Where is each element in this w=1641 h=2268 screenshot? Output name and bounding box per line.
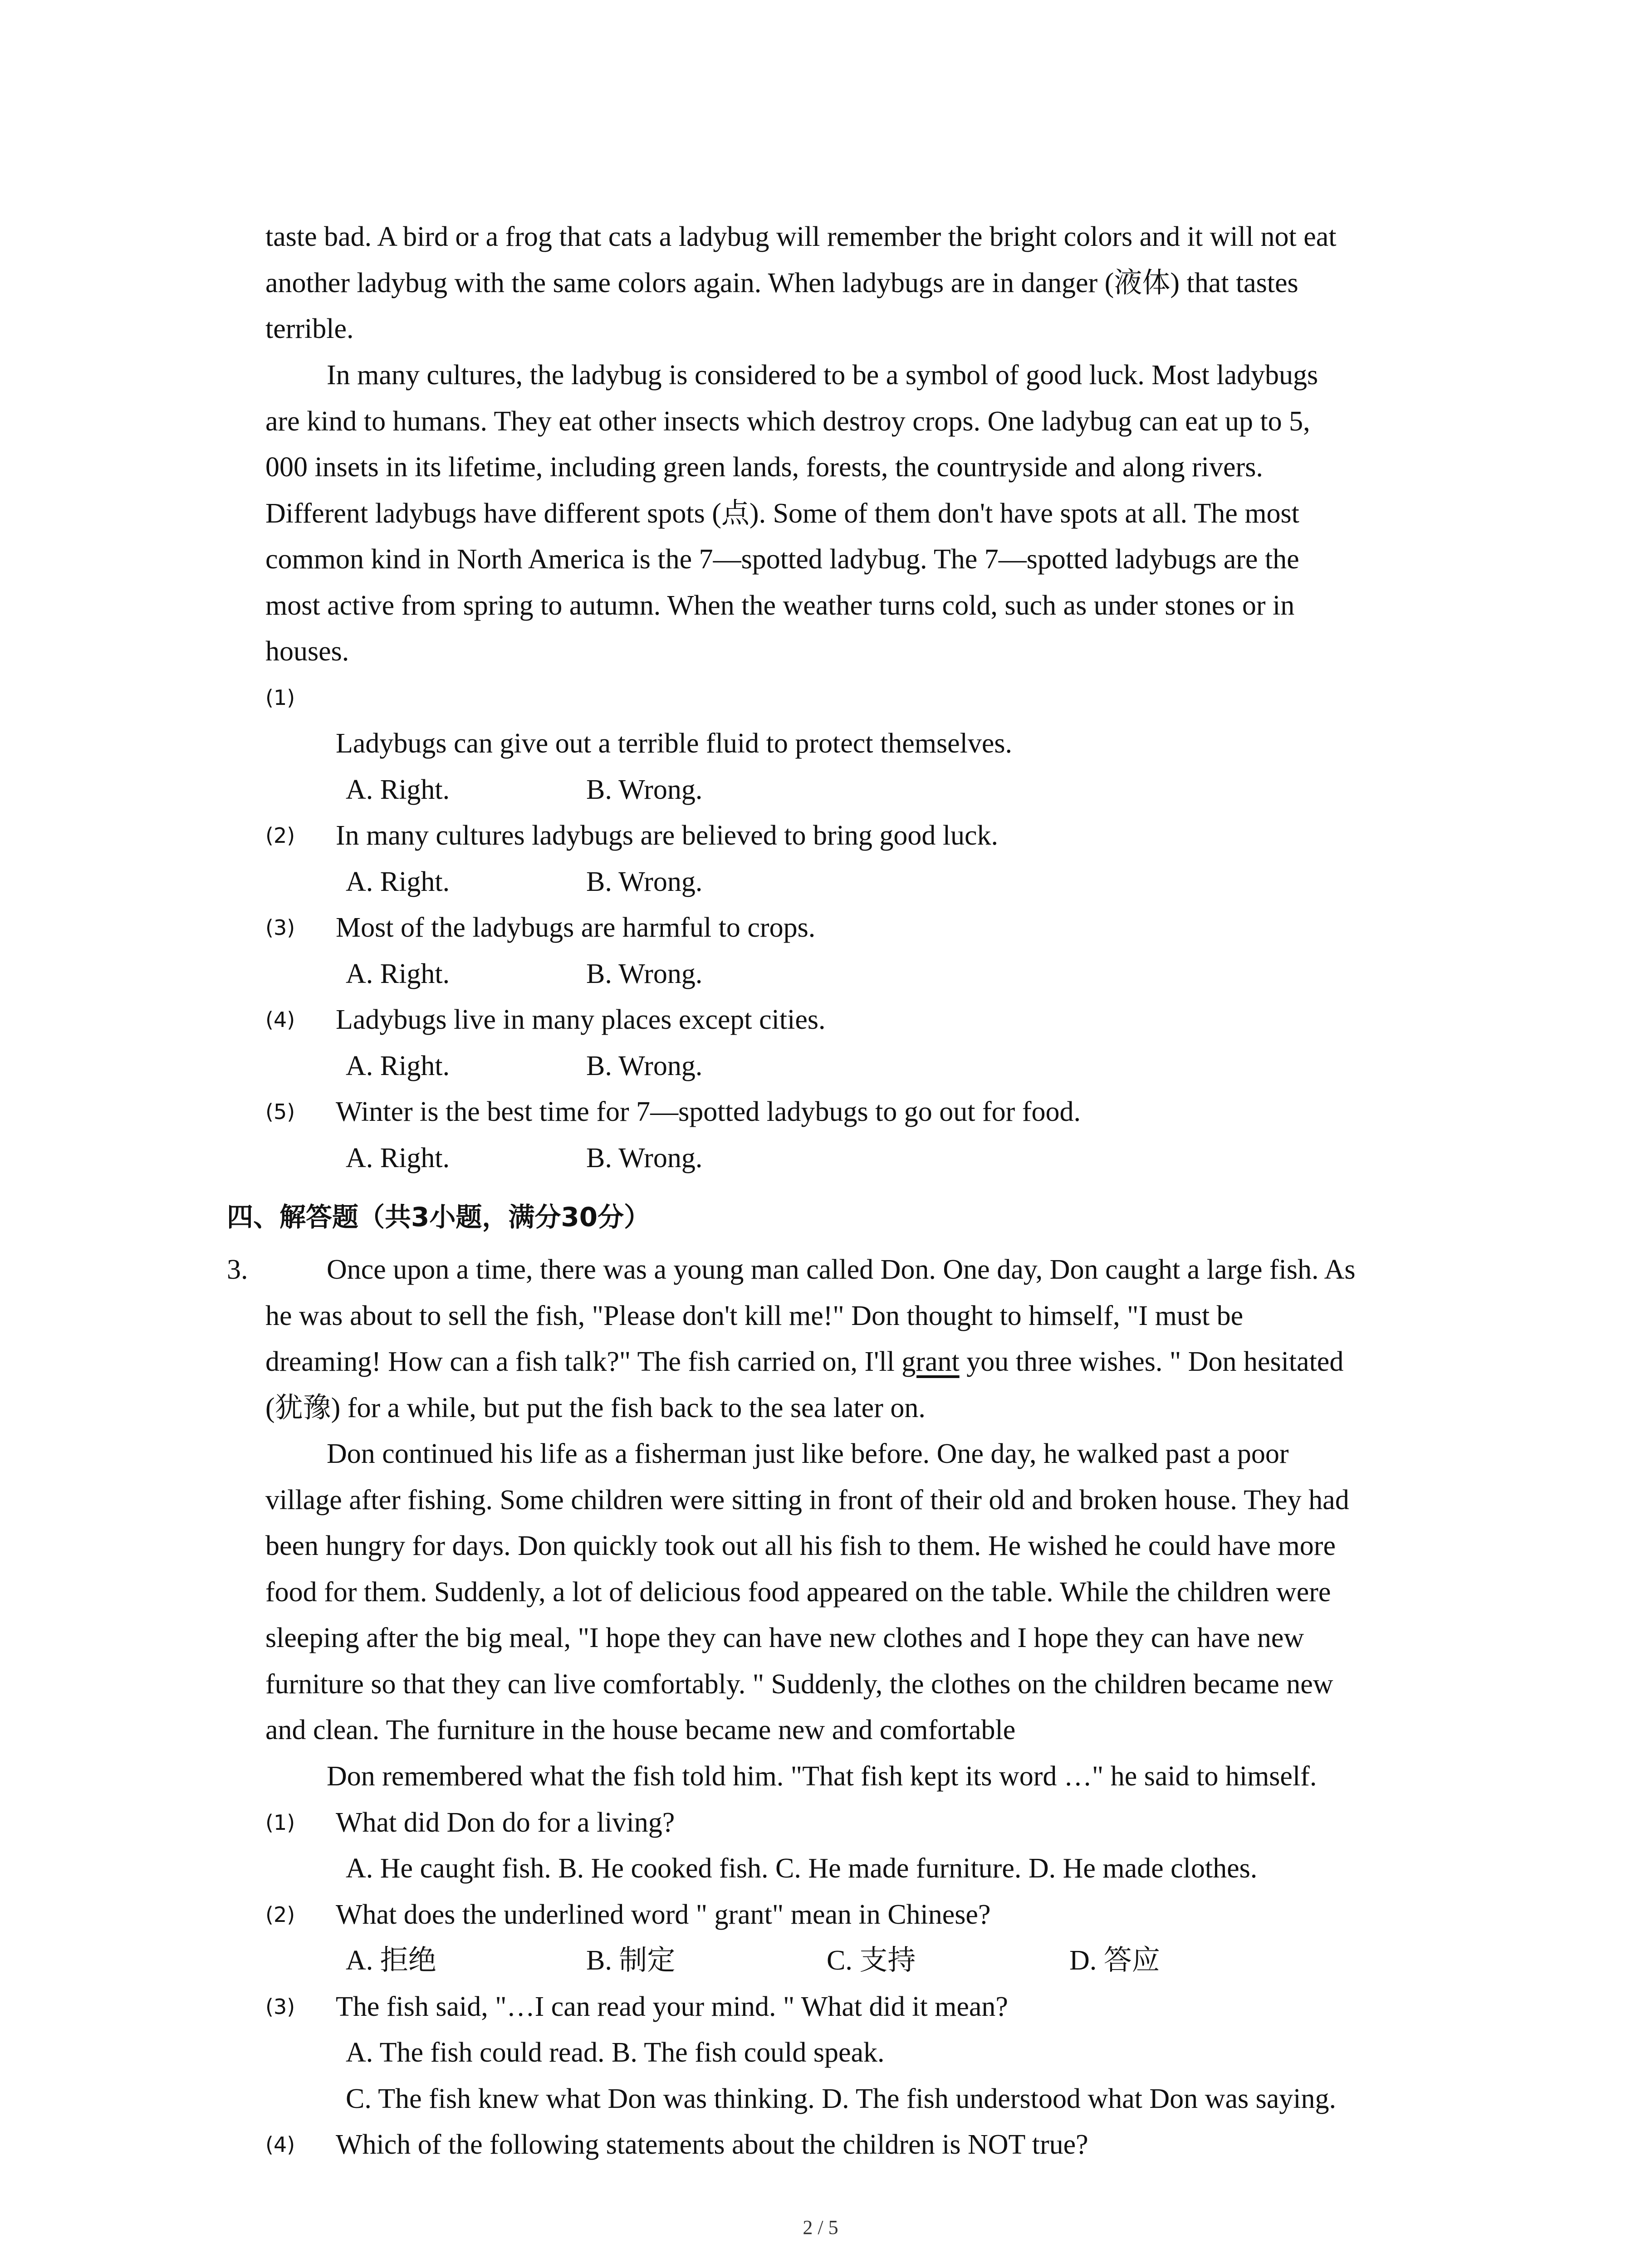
text-line: 000 insets in its lifetime, including green lands, forests, the countryside and along rivers. — [265, 452, 1263, 483]
text-line: village after fishing. Some children were sitting in front of their old and broken house. They had — [265, 1484, 1349, 1515]
passage3-paragraph-2 — [265, 1431, 1468, 1754]
text-line: taste bad. A bird or a frog that cats a ladybug will remember the bright colors and it will not eat — [265, 221, 1337, 252]
text-line — [265, 1339, 1468, 1385]
text-line: sleeping after the big meal, "I hope they can have new clothes and I hope they can have new — [265, 1623, 1304, 1653]
question-text: What does the underlined word " grant" mean in Chinese? — [336, 1899, 991, 1930]
question-number: (3) — [265, 915, 295, 940]
question-number: (1) — [265, 685, 295, 710]
text-line: Different ladybugs have different spots (点). Some of them don't have spots at all. The most — [265, 498, 1299, 529]
question-number: (1) — [265, 1810, 295, 1835]
text-line: and clean. The furniture in the house became new and comfortable — [265, 1715, 1016, 1745]
question-number: (2) — [265, 823, 295, 848]
question-text: Which of the following statements about the children is NOT true? — [336, 2129, 1088, 2160]
underlined-word: grant — [901, 1346, 960, 1377]
text-line: Don continued his life as a fisherman just like before. One day, he walked past a poor — [327, 1438, 1289, 1469]
item-number: 3. — [227, 1254, 248, 1285]
option-a: A. Right. — [346, 866, 450, 897]
option-b: B. 制定 — [586, 1945, 676, 1976]
option-b: B. Wrong. — [586, 1051, 703, 1081]
section-heading: 四、解答题（共3小题，满分30分） — [227, 1202, 651, 1232]
text-line: been hungry for days. Don quickly took out all his fish to them. He wished he could have more — [265, 1530, 1336, 1561]
text-line: (犹豫) for a while, but put the fish back to the sea later on. — [265, 1392, 926, 1423]
answer-options: C. The fish knew what Don was thinking. D. The fish understood what Don was saying. — [346, 2083, 1336, 2114]
text-line: common kind in North America is the 7—spotted ladybug. The 7—spotted ladybugs are the — [265, 544, 1299, 575]
question-number: (2) — [265, 1902, 295, 1927]
answer-options: A. He caught fish. B. He cooked fish. C. He made furniture. D. He made clothes. — [346, 1853, 1258, 1884]
question-number: (4) — [265, 1007, 295, 1032]
passage3-paragraph-1 — [265, 1247, 1468, 1431]
option-a: A. Right. — [346, 1143, 450, 1173]
text-segment: you three wishes. " Don hesitated — [959, 1346, 1344, 1377]
option-b: B. Wrong. — [586, 866, 703, 897]
text-line: another ladybug with the same colors again. When ladybugs are in danger (液体) that tastes — [265, 267, 1298, 298]
text-line: houses. — [265, 636, 349, 667]
question-text: The fish said, "…I can read your mind. " What did it mean? — [336, 1991, 1008, 2022]
text-line: are kind to humans. They eat other insects which destroy crops. One ladybug can eat up to 5, — [265, 406, 1310, 437]
text-line: Once upon a time, there was a young man called Don. One day, Don caught a large fish. As — [327, 1254, 1356, 1285]
option-c: C. 支持 — [827, 1945, 916, 1976]
option-a: A. Right. — [346, 958, 450, 989]
option-a: A. Right. — [346, 774, 450, 805]
question-number: (5) — [265, 1100, 295, 1124]
option-b: B. Wrong. — [586, 774, 703, 805]
text-line: furniture so that they can live comfortably. " Suddenly, the clothes on the children became new — [265, 1668, 1333, 1700]
passage2-paragraph-1 — [265, 214, 1468, 352]
question-text: Ladybugs can give out a terrible fluid to protect themselves. — [336, 728, 1012, 759]
text-line: Don remembered what the fish told him. "That fish kept its word …" he said to himself. — [327, 1761, 1317, 1792]
option-b: B. Wrong. — [586, 958, 703, 989]
text-line: he was about to sell the fish, "Please don't kill me!" Don thought to himself, "I must be — [265, 1300, 1244, 1331]
answer-options: A. The fish could read. B. The fish could speak. — [346, 2037, 885, 2068]
text-line: In many cultures, the ladybug is considered to be a symbol of good luck. Most ladybugs — [327, 360, 1318, 391]
question-text: What did Don do for a living? — [336, 1807, 675, 1838]
option-b: B. Wrong. — [586, 1143, 703, 1173]
page-number: 2 / 5 — [803, 2216, 838, 2239]
passage3-paragraph-3 — [265, 1754, 1468, 1800]
passage2-paragraph-2 — [265, 352, 1468, 675]
question-text: In many cultures ladybugs are believed to bring good luck. — [336, 820, 999, 851]
text-segment: dreaming! How can a fish talk?" The fish carried on, I'll — [265, 1346, 902, 1377]
option-a: A. Right. — [346, 1051, 450, 1081]
question-number: (4) — [265, 2132, 295, 2157]
text-line: terrible. — [265, 313, 354, 344]
option-a: A. 拒绝 — [346, 1945, 436, 1976]
question-text: Winter is the best time for 7—spotted ladybugs to go out for food. — [336, 1096, 1081, 1127]
question-text: Ladybugs live in many places except cities. — [336, 1004, 826, 1035]
option-d: D. 答应 — [1069, 1945, 1160, 1976]
text-line: most active from spring to autumn. When the weather turns cold, such as under stones or in — [265, 590, 1295, 621]
text-line: food for them. Suddenly, a lot of delicious food appeared on the table. While the children were — [265, 1576, 1331, 1608]
question-text: Most of the ladybugs are harmful to crops. — [336, 912, 816, 943]
question-number: (3) — [265, 1994, 295, 2019]
